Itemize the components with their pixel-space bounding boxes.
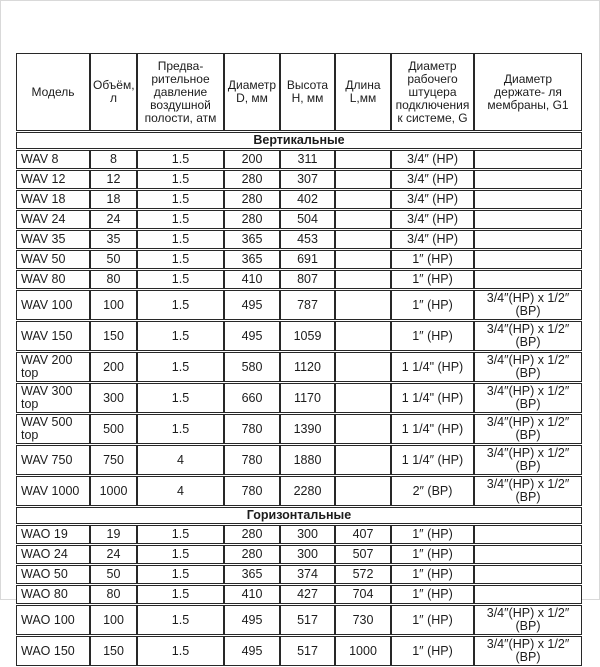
value-cell: 280 xyxy=(224,210,280,229)
value-cell: 427 xyxy=(280,585,335,604)
model-cell: WAV 300 top xyxy=(16,383,90,413)
value-cell: 1.5 xyxy=(137,230,224,249)
value-cell: 50 xyxy=(90,565,137,584)
value-cell: 280 xyxy=(224,190,280,209)
value-cell: 1″ (HP) xyxy=(391,250,474,269)
value-cell: 3/4″(HP) x 1/2″(BP) xyxy=(474,605,582,635)
value-cell xyxy=(335,190,391,209)
table-row xyxy=(16,605,582,635)
value-cell: 35 xyxy=(90,230,137,249)
value-cell xyxy=(335,414,391,444)
value-cell xyxy=(474,565,582,584)
value-cell xyxy=(474,270,582,289)
value-cell: 1390 xyxy=(280,414,335,444)
value-cell: 3/4″(HP) x 1/2″(BP) xyxy=(474,290,582,320)
value-cell: 100 xyxy=(90,290,137,320)
value-cell: 80 xyxy=(90,585,137,604)
value-cell: 24 xyxy=(90,545,137,564)
value-cell xyxy=(474,585,582,604)
value-cell: 780 xyxy=(224,414,280,444)
value-cell: 1 1/4″ (HP) xyxy=(391,445,474,475)
model-cell: WAV 80 xyxy=(16,270,90,289)
value-cell: 3/4″(HP) x 1/2″(BP) xyxy=(474,352,582,382)
value-cell: 1″ (HP) xyxy=(391,321,474,351)
value-cell xyxy=(474,230,582,249)
value-cell xyxy=(474,250,582,269)
value-cell: 1.5 xyxy=(137,636,224,666)
value-cell xyxy=(335,150,391,169)
value-cell: 1 1/4" (HP) xyxy=(391,414,474,444)
value-cell: 150 xyxy=(90,636,137,666)
table-row xyxy=(16,290,582,320)
value-cell: 3/4″(HP) x 1/2″(BP) xyxy=(474,321,582,351)
value-cell: 1″ (HP) xyxy=(391,636,474,666)
section-label: Вертикальные xyxy=(16,132,582,149)
section-row xyxy=(16,507,582,524)
spec-table xyxy=(16,52,582,667)
value-cell xyxy=(335,230,391,249)
value-cell: 787 xyxy=(280,290,335,320)
value-cell: 1.5 xyxy=(137,414,224,444)
value-cell: 1170 xyxy=(280,383,335,413)
value-cell xyxy=(335,383,391,413)
model-cell: WAO 150 xyxy=(16,636,90,666)
model-cell: WAV 35 xyxy=(16,230,90,249)
model-cell: WAO 24 xyxy=(16,545,90,564)
table-row xyxy=(16,545,582,564)
section-row xyxy=(16,132,582,149)
value-cell: 660 xyxy=(224,383,280,413)
value-cell: 1″ (HP) xyxy=(391,290,474,320)
value-cell: 1″ (HP) xyxy=(391,270,474,289)
value-cell: 504 xyxy=(280,210,335,229)
value-cell: 580 xyxy=(224,352,280,382)
value-cell: 1″ (HP) xyxy=(391,565,474,584)
value-cell: 1.5 xyxy=(137,210,224,229)
value-cell: 1.5 xyxy=(137,270,224,289)
value-cell: 1 1/4" (HP) xyxy=(391,383,474,413)
value-cell: 572 xyxy=(335,565,391,584)
value-cell: 365 xyxy=(224,230,280,249)
model-cell: WAV 500 top xyxy=(16,414,90,444)
value-cell: 3/4″ (HP) xyxy=(391,210,474,229)
header-model: Модель xyxy=(16,53,90,131)
value-cell xyxy=(335,270,391,289)
value-cell: 3/4″(HP) x 1/2″(BP) xyxy=(474,414,582,444)
table-row xyxy=(16,414,582,444)
value-cell: 1.5 xyxy=(137,605,224,635)
value-cell: 280 xyxy=(224,525,280,544)
value-cell xyxy=(335,321,391,351)
value-cell: 495 xyxy=(224,605,280,635)
value-cell: 1.5 xyxy=(137,383,224,413)
model-cell: WAV 100 xyxy=(16,290,90,320)
value-cell xyxy=(474,545,582,564)
value-cell xyxy=(474,150,582,169)
table-row xyxy=(16,585,582,604)
value-cell: 3/4″ (HP) xyxy=(391,190,474,209)
value-cell: 19 xyxy=(90,525,137,544)
value-cell: 517 xyxy=(280,605,335,635)
value-cell: 200 xyxy=(224,150,280,169)
value-cell: 1.5 xyxy=(137,585,224,604)
value-cell: 1″ (HP) xyxy=(391,585,474,604)
value-cell: 311 xyxy=(280,150,335,169)
model-cell: WAO 19 xyxy=(16,525,90,544)
value-cell: 780 xyxy=(224,445,280,475)
table-body xyxy=(16,132,582,666)
value-cell: 453 xyxy=(280,230,335,249)
value-cell: 1.5 xyxy=(137,150,224,169)
value-cell: 18 xyxy=(90,190,137,209)
value-cell xyxy=(335,352,391,382)
value-cell xyxy=(474,210,582,229)
value-cell: 3/4″(HP) x 1/2″(BP) xyxy=(474,636,582,666)
table-row xyxy=(16,445,582,475)
table-row xyxy=(16,565,582,584)
value-cell: 2″ (BP) xyxy=(391,476,474,506)
value-cell: 100 xyxy=(90,605,137,635)
value-cell: 750 xyxy=(90,445,137,475)
value-cell: 500 xyxy=(90,414,137,444)
value-cell: 1″ (HP) xyxy=(391,605,474,635)
value-cell: 1.5 xyxy=(137,190,224,209)
value-cell: 50 xyxy=(90,250,137,269)
table-row xyxy=(16,250,582,269)
model-cell: WAV 50 xyxy=(16,250,90,269)
value-cell: 1″ (HP) xyxy=(391,545,474,564)
value-cell: 80 xyxy=(90,270,137,289)
value-cell: 495 xyxy=(224,290,280,320)
table-row xyxy=(16,352,582,382)
header-connection: Диаметр рабочего штуцера подключения к системе, G xyxy=(391,53,474,131)
value-cell: 1000 xyxy=(90,476,137,506)
model-cell: WAV 150 xyxy=(16,321,90,351)
model-cell: WAV 1000 xyxy=(16,476,90,506)
model-cell: WAV 750 xyxy=(16,445,90,475)
header-diameter: Диаметр D, мм xyxy=(224,53,280,131)
value-cell: 507 xyxy=(335,545,391,564)
value-cell xyxy=(474,170,582,189)
model-cell: WAV 24 xyxy=(16,210,90,229)
value-cell: 3/4″ (HP) xyxy=(391,150,474,169)
value-cell xyxy=(335,210,391,229)
value-cell: 1000 xyxy=(335,636,391,666)
value-cell: 691 xyxy=(280,250,335,269)
model-cell: WAV 8 xyxy=(16,150,90,169)
value-cell: 1.5 xyxy=(137,545,224,564)
value-cell xyxy=(335,445,391,475)
value-cell: 3/4″ (HP) xyxy=(391,170,474,189)
table-row xyxy=(16,270,582,289)
table-row xyxy=(16,636,582,666)
header-volume: Объём, л xyxy=(90,53,137,131)
value-cell xyxy=(335,290,391,320)
value-cell: 1.5 xyxy=(137,565,224,584)
value-cell: 1059 xyxy=(280,321,335,351)
value-cell: 1120 xyxy=(280,352,335,382)
section-label: Горизонтальные xyxy=(16,507,582,524)
value-cell: 3/4″(HP) x 1/2″(BP) xyxy=(474,476,582,506)
value-cell: 407 xyxy=(335,525,391,544)
value-cell xyxy=(335,250,391,269)
value-cell: 410 xyxy=(224,270,280,289)
value-cell: 280 xyxy=(224,545,280,564)
table-row xyxy=(16,230,582,249)
table-row xyxy=(16,476,582,506)
value-cell: 780 xyxy=(224,476,280,506)
value-cell: 3/4″(HP) x 1/2″(BP) xyxy=(474,383,582,413)
value-cell: 200 xyxy=(90,352,137,382)
table-row xyxy=(16,321,582,351)
value-cell: 1.5 xyxy=(137,525,224,544)
model-cell: WAO 80 xyxy=(16,585,90,604)
value-cell: 8 xyxy=(90,150,137,169)
value-cell: 307 xyxy=(280,170,335,189)
value-cell: 150 xyxy=(90,321,137,351)
value-cell: 1880 xyxy=(280,445,335,475)
model-cell: WAV 18 xyxy=(16,190,90,209)
value-cell: 1 1/4" (HP) xyxy=(391,352,474,382)
value-cell: 807 xyxy=(280,270,335,289)
value-cell: 1.5 xyxy=(137,321,224,351)
table-row xyxy=(16,170,582,189)
table-row xyxy=(16,150,582,169)
value-cell: 1.5 xyxy=(137,250,224,269)
table-row xyxy=(16,210,582,229)
value-cell: 12 xyxy=(90,170,137,189)
value-cell: 365 xyxy=(224,565,280,584)
value-cell: 704 xyxy=(335,585,391,604)
model-cell: WAV 12 xyxy=(16,170,90,189)
value-cell: 280 xyxy=(224,170,280,189)
value-cell: 1.5 xyxy=(137,352,224,382)
value-cell: 365 xyxy=(224,250,280,269)
value-cell: 300 xyxy=(280,525,335,544)
value-cell: 1.5 xyxy=(137,170,224,189)
table-row xyxy=(16,525,582,544)
value-cell xyxy=(335,476,391,506)
model-cell: WAO 50 xyxy=(16,565,90,584)
value-cell: 4 xyxy=(137,445,224,475)
value-cell xyxy=(335,170,391,189)
value-cell: 495 xyxy=(224,636,280,666)
table-row xyxy=(16,190,582,209)
value-cell: 374 xyxy=(280,565,335,584)
value-cell: 2280 xyxy=(280,476,335,506)
value-cell: 24 xyxy=(90,210,137,229)
value-cell: 3/4″ (HP) xyxy=(391,230,474,249)
value-cell xyxy=(474,525,582,544)
header-membrane: Диаметр держате- ля мембраны, G1 xyxy=(474,53,582,131)
value-cell: 730 xyxy=(335,605,391,635)
value-cell: 402 xyxy=(280,190,335,209)
table-row xyxy=(16,383,582,413)
value-cell: 495 xyxy=(224,321,280,351)
model-cell: WAV 200 top xyxy=(16,352,90,382)
value-cell: 517 xyxy=(280,636,335,666)
model-cell: WAO 100 xyxy=(16,605,90,635)
value-cell: 3/4″(HP) x 1/2″(BP) xyxy=(474,445,582,475)
header-height: Высота H, мм xyxy=(280,53,335,131)
header-precharge: Предва- рительное давление воздушной полости, атм xyxy=(137,53,224,131)
value-cell: 1″ (HP) xyxy=(391,525,474,544)
value-cell xyxy=(474,190,582,209)
header-row xyxy=(16,53,582,131)
value-cell: 4 xyxy=(137,476,224,506)
header-length: Длина L,мм xyxy=(335,53,391,131)
value-cell: 1.5 xyxy=(137,290,224,320)
value-cell: 300 xyxy=(280,545,335,564)
value-cell: 300 xyxy=(90,383,137,413)
value-cell: 410 xyxy=(224,585,280,604)
